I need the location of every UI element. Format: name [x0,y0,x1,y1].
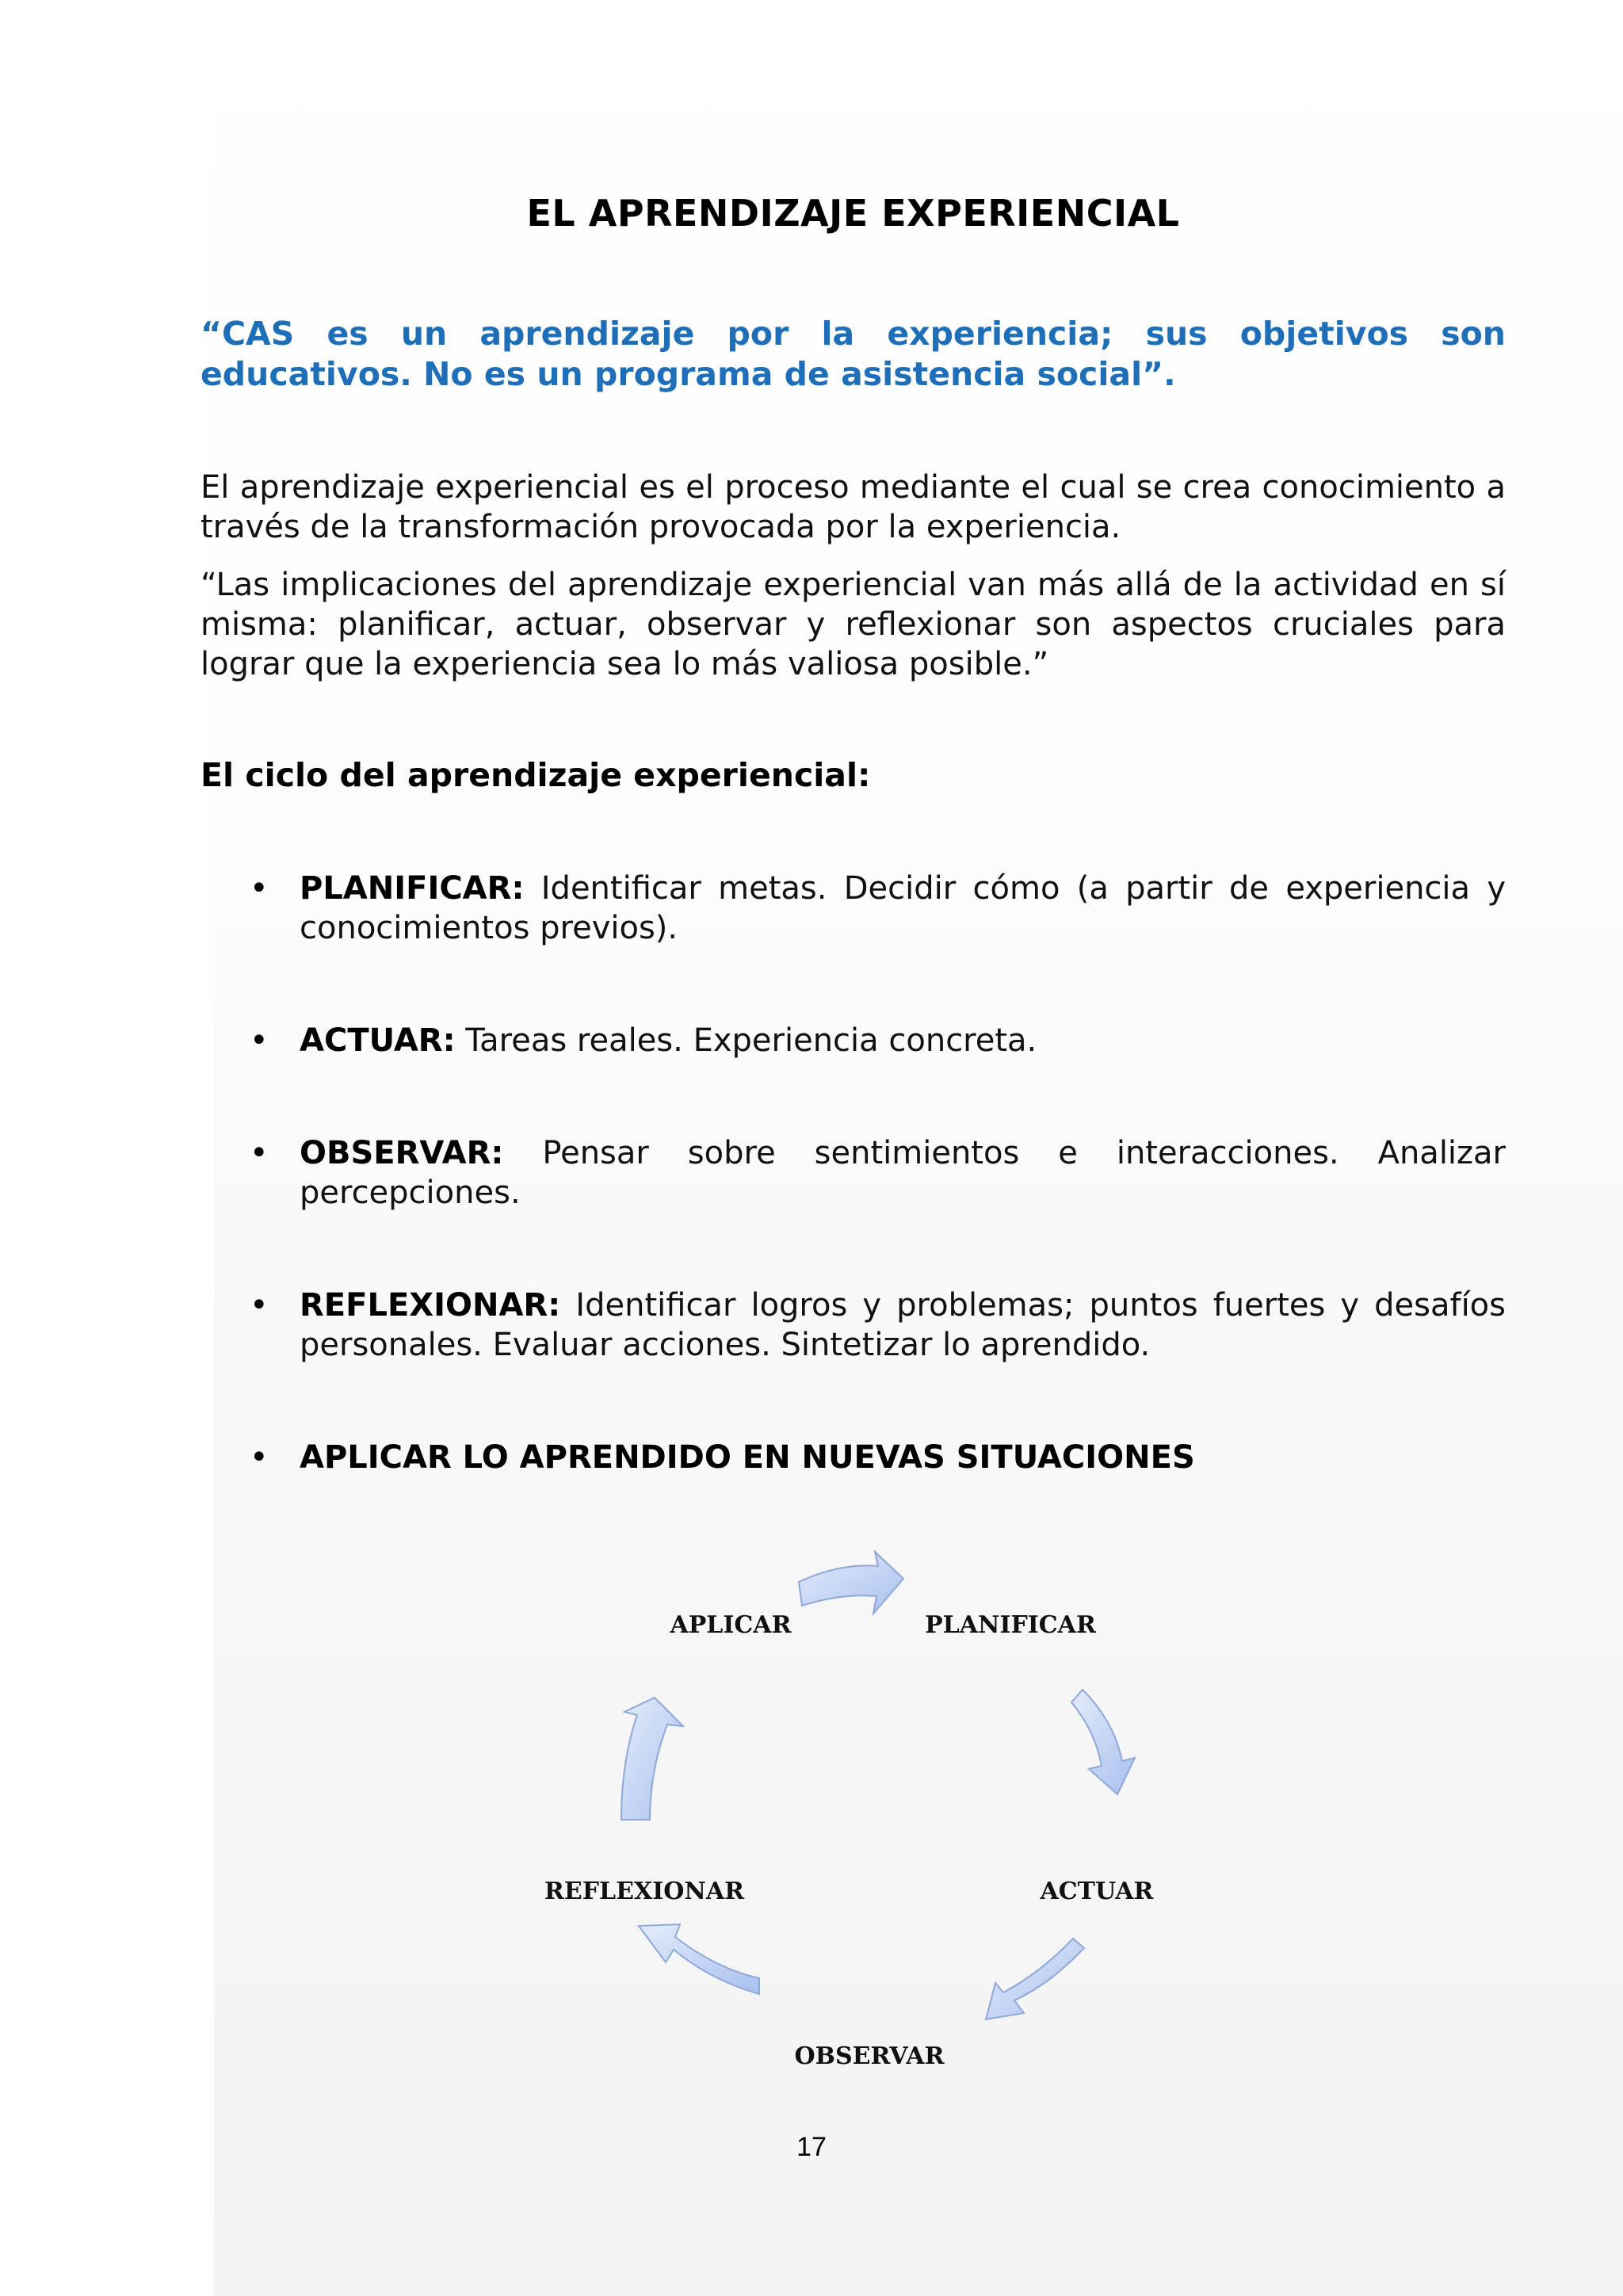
list-item-description: Pensar sobre sentimientos e interacciones. Analizar percepciones. [300,1135,1506,1211]
list-item-text [300,1286,1506,1365]
cycle-node-aplicar: APLICAR [670,1611,792,1639]
list-item-term: PLANIFICAR: [300,870,525,907]
list-item-term: REFLEXIONAR: [300,1287,561,1324]
bullet-dot: • [250,1287,269,1324]
list-item-text [300,1021,1506,1060]
list-item-description: Tareas reales. Experiencia concreta. [465,1022,1037,1059]
list-item-description: Identificar metas. Decidir cómo (a partir de experiencia y conocimientos previos). [300,870,1507,946]
bullet-dot: • [250,1135,269,1171]
list-item-description: Identificar logros y problemas; puntos fuertes y desafíos personales. Evaluar acciones. Sintetizar lo aprendido. [300,1287,1506,1363]
bullet-dot: • [250,1022,269,1059]
section-heading: El ciclo del aprendizaje experiencial: [200,756,871,794]
cycle-node-actuar: ACTUAR [1040,1878,1154,1905]
list-item-term: OBSERVAR: [300,1135,504,1171]
list-item-text [300,869,1506,948]
paragraph-implications: “Las implicaciones del aprendizaje experiencial van más allá de la actividad en sí misma: planificar, actuar, observar y reflexionar son aspectos cruciales para lograr que la experiencia sea lo más valiosa posible.” [200,567,1506,682]
page-number: 17 [796,2132,827,2162]
paragraph-definition: El aprendizaje experiencial es el proceso mediante el cual se crea conocimiento a través de la transformación provocada por la experiencia. [200,469,1506,545]
bullet-dot: • [250,1439,269,1476]
cycle-node-reflexionar: REFLEXIONAR [544,1878,745,1905]
bullet-dot: • [250,870,269,907]
list-item-term: ACTUAR: [300,1022,456,1059]
list-item-text: APLICAR LO APRENDIDO EN NUEVAS SITUACIONES [300,1439,1195,1476]
list-item-text [300,1133,1506,1213]
cycle-node-planificar: PLANIFICAR [925,1611,1096,1639]
cycle-node-observar: OBSERVAR [794,2042,945,2070]
page-title: EL APRENDIZAJE EXPERIENCIAL [526,192,1180,235]
highlighted-quote: “CAS es un aprendizaje por la experiencia; sus objetivos son educativos. No es un programa de asistencia social”. [200,315,1506,393]
